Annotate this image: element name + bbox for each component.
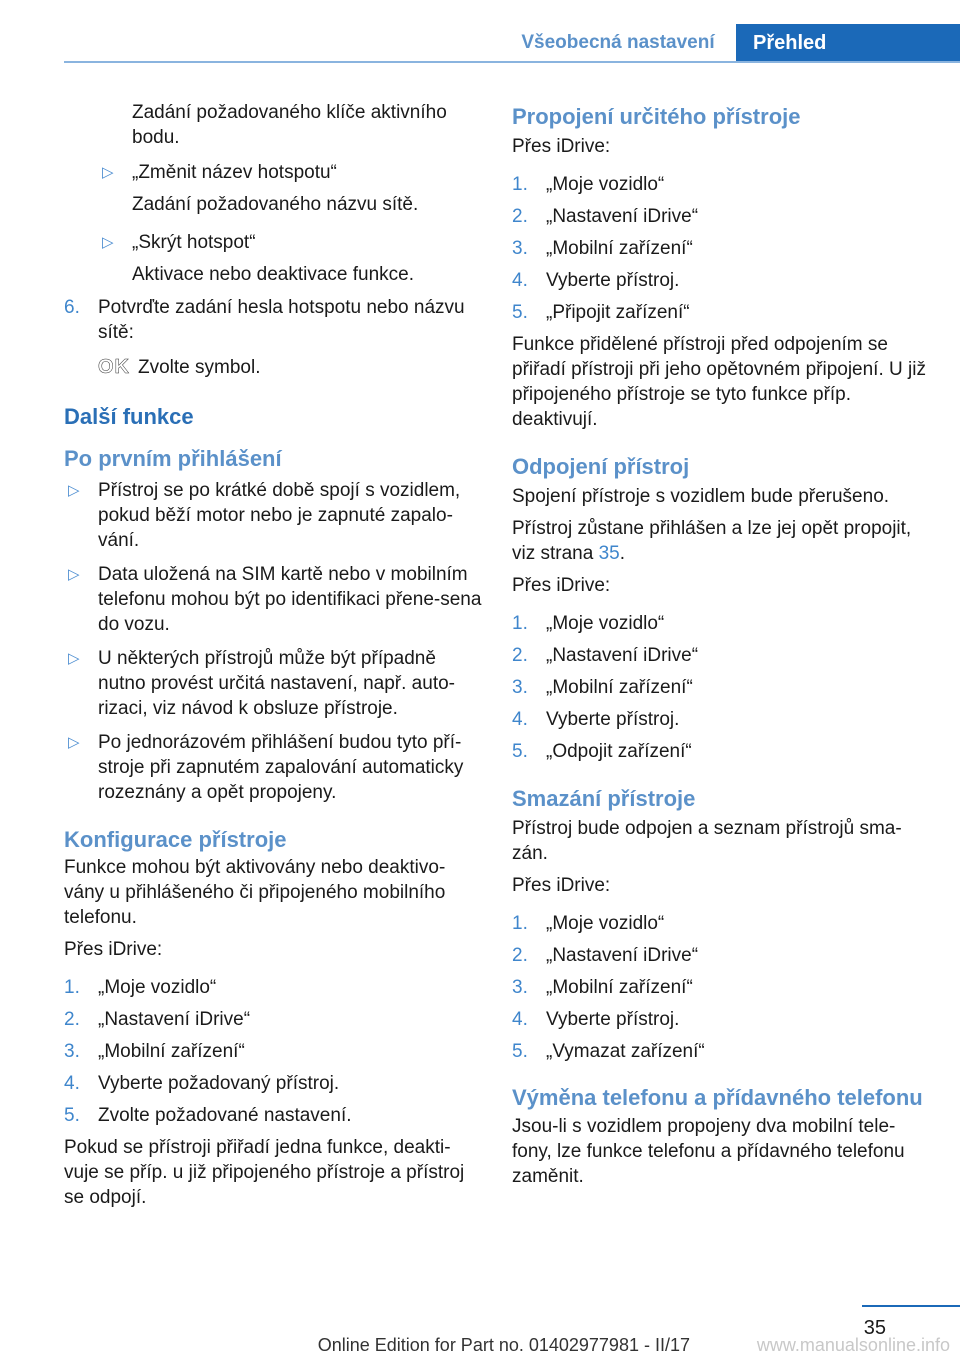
- sub-item-label: „Skrýt hotspot“: [132, 232, 256, 253]
- triangle-bullet-icon: ▷: [68, 650, 80, 667]
- step-text: „Moje vozidlo“: [98, 977, 217, 998]
- step-text: „Připojit zařízení“: [546, 302, 690, 323]
- ok-icon: OK: [98, 356, 130, 378]
- left-column: [64, 100, 484, 1217]
- disconnect-text-ref: [512, 516, 932, 566]
- sub-item-desc: Zadání požadovaného názvu sítě.: [132, 194, 419, 215]
- heading-device-config: Konfigurace přístroje: [64, 827, 287, 852]
- list-item: [512, 1007, 932, 1032]
- triangle-bullet-icon: ▷: [68, 566, 80, 583]
- step-number: 1.: [512, 174, 528, 195]
- list-item: [64, 646, 484, 721]
- connect-step-list: [512, 172, 932, 325]
- right-column: [512, 100, 932, 1196]
- ok-line: [64, 355, 484, 380]
- list-item: [512, 236, 932, 261]
- list-item: [512, 975, 932, 1000]
- list-item: [64, 730, 484, 805]
- step-number: 4.: [64, 1073, 80, 1094]
- config-text: Funkce mohou být aktivovány nebo deaktivo‐vány u přihlášeného či připojeného mobilního telefonu.: [64, 857, 446, 928]
- step-text: Vyberte přístroj.: [546, 270, 680, 291]
- step-text: „Nastavení iDrive“: [546, 206, 699, 227]
- step-text: „Odpojit zařízení“: [546, 741, 692, 762]
- list-item: [512, 268, 932, 293]
- step-number: 4.: [512, 1009, 528, 1030]
- step-number: 5.: [64, 1105, 80, 1126]
- footer-rule: [862, 1305, 960, 1307]
- heading-swap-phones: Výměna telefonu a přídavného telefonu: [512, 1085, 923, 1110]
- heading-connect-device: Propojení určitého přístroje: [512, 104, 801, 129]
- list-item: [64, 1039, 484, 1064]
- step-number: 2.: [512, 945, 528, 966]
- list-item-text: Po jednorázovém přihlášení budou tyto pří‐stroje při zapnutém zapalování automaticky rozeznány a opět propojeny.: [98, 732, 464, 803]
- step-text: „Mobilní zařízení“: [98, 1041, 245, 1062]
- connect-after-text: Funkce přidělené přístroji před odpojením se přiřadí přístroji při jeho opětovném připojení. U již připojeného přístroje se tyto funkce příp. deaktivují.: [512, 334, 926, 430]
- triangle-bullet-icon: ▷: [102, 234, 114, 251]
- list-item: [512, 204, 932, 229]
- list-item: [64, 295, 484, 345]
- section-tab: Všeobecná nastavení: [521, 32, 715, 53]
- step-text: „Moje vozidlo“: [546, 913, 665, 934]
- step-text: Vyberte přístroj.: [546, 709, 680, 730]
- list-item: [98, 230, 484, 255]
- list-item: [64, 1007, 484, 1032]
- step-text: „Nastavení iDrive“: [546, 645, 699, 666]
- step-text: „Nastavení iDrive“: [98, 1009, 251, 1030]
- triangle-bullet-icon: ▷: [102, 164, 114, 181]
- list-item: [512, 172, 932, 197]
- step-number: 4.: [512, 270, 528, 291]
- step-text: „Vymazat zařízení“: [546, 1041, 705, 1062]
- triangle-bullet-icon: ▷: [68, 734, 80, 751]
- disconnect-text: Spojení přístroje s vozidlem bude přerušeno.: [512, 486, 890, 507]
- step-text: Vyberte přístroj.: [546, 1009, 680, 1030]
- step-text: Potvrďte zadání hesla hotspotu nebo názvu sítě:: [98, 297, 465, 343]
- step-text: „Moje vozidlo“: [546, 613, 665, 634]
- hotspot-sub-list: [98, 160, 484, 185]
- list-item: [512, 675, 932, 700]
- disconnect-ref-post: .: [619, 543, 626, 564]
- list-item-text: Data uložená na SIM kartě nebo v mobilním telefonu mohou být po identifikaci přene‐sena do vozu.: [98, 564, 482, 635]
- overview-tab-label: Přehled: [753, 32, 827, 54]
- triangle-bullet-icon: ▷: [68, 482, 80, 499]
- step-number: 3.: [512, 677, 528, 698]
- header-rule: [64, 61, 960, 63]
- page-header: [0, 0, 960, 64]
- via-idrive-text: Přes iDrive:: [512, 136, 611, 157]
- disconnect-ref-pre: Přístroj zůstane přihlášen a lze jej opět propojit, viz strana: [512, 518, 912, 564]
- step-list: [64, 295, 484, 345]
- step-number: 2.: [512, 206, 528, 227]
- list-item: [512, 643, 932, 668]
- via-idrive-text: Přes iDrive:: [512, 575, 611, 596]
- hotspot-sub-list: [98, 230, 484, 255]
- step-number: 2.: [512, 645, 528, 666]
- step-text: „Mobilní zařízení“: [546, 677, 693, 698]
- ok-text: Zvolte symbol.: [138, 357, 261, 378]
- config-step-list: [64, 975, 484, 1128]
- step-number: 1.: [512, 613, 528, 634]
- config-after-text: Pokud se přístroji přiřadí jedna funkce, deakti‐vuje se příp. u již připojeného přístroje a přístroj se odpojí.: [64, 1137, 465, 1208]
- page-ref-link[interactable]: 35: [598, 543, 620, 564]
- list-item: [98, 160, 484, 185]
- step-number: 2.: [64, 1009, 80, 1030]
- after-login-list: [64, 478, 484, 805]
- via-idrive-text: Přes iDrive:: [512, 875, 611, 896]
- list-item: [512, 707, 932, 732]
- step-text: Vyberte požadovaný přístroj.: [98, 1073, 340, 1094]
- step-number: 6.: [64, 297, 80, 318]
- step-text: Zvolte požadované nastavení.: [98, 1105, 352, 1126]
- step-number: 5.: [512, 1041, 528, 1062]
- step-number: 3.: [512, 977, 528, 998]
- step-text: „Mobilní zařízení“: [546, 977, 693, 998]
- edition-text: Online Edition for Part no. 01402977981 - II/17: [317, 1335, 690, 1355]
- delete-text: Přístroj bude odpojen a seznam přístrojů sma‐zán.: [512, 818, 902, 864]
- step-text: „Mobilní zařízení“: [546, 238, 693, 259]
- swap-text: Jsou-li s vozidlem propojeny dva mobilní tele‐fony, lze funkce telefonu a přídavného telefonu zaměnit.: [512, 1116, 905, 1187]
- list-item: [64, 1103, 484, 1128]
- list-item: [512, 611, 932, 636]
- heading-after-login: Po prvním přihlášení: [64, 446, 282, 471]
- list-item: [512, 943, 932, 968]
- step-text: „Moje vozidlo“: [546, 174, 665, 195]
- step-number: 1.: [512, 913, 528, 934]
- disconnect-step-list: [512, 611, 932, 764]
- list-item: [512, 1039, 932, 1064]
- list-item: [512, 739, 932, 764]
- sub-item-desc: Aktivace nebo deaktivace funkce.: [132, 264, 415, 285]
- step-number: 4.: [512, 709, 528, 730]
- step-number: 5.: [512, 302, 528, 323]
- list-item: [512, 300, 932, 325]
- step-number: 1.: [64, 977, 80, 998]
- page-footer: [0, 1300, 960, 1362]
- via-idrive-text: Přes iDrive:: [64, 939, 163, 960]
- list-item-text: Přístroj se po krátké době spojí s vozidlem, pokud běží motor nebo je zapnuté zapalo‐vání.: [98, 480, 461, 551]
- heading-more-functions: Další funkce: [64, 404, 194, 429]
- list-item-text: U některých přístrojů může být případně nutno provést určitá nastavení, např. auto‐rizaci, viz návod k obsluze přístroje.: [98, 648, 455, 719]
- intro-subtext: Zadání požadovaného klíče aktivního bodu.: [132, 102, 447, 148]
- list-item: [64, 478, 484, 553]
- step-text: „Nastavení iDrive“: [546, 945, 699, 966]
- list-item: [64, 1071, 484, 1096]
- heading-disconnect-device: Odpojení přístroj: [512, 454, 690, 479]
- page-number: 35: [863, 1317, 886, 1339]
- list-item: [64, 562, 484, 637]
- list-item: [64, 975, 484, 1000]
- step-number: 3.: [512, 238, 528, 259]
- sub-item-label: „Změnit název hotspotu“: [132, 162, 337, 183]
- step-number: 5.: [512, 741, 528, 762]
- heading-delete-device: Smazání přístroje: [512, 786, 696, 811]
- list-item: [512, 911, 932, 936]
- watermark: www.manualsonline.info: [756, 1335, 950, 1355]
- delete-step-list: [512, 911, 932, 1064]
- step-number: 3.: [64, 1041, 80, 1062]
- overview-tab: [736, 24, 960, 63]
